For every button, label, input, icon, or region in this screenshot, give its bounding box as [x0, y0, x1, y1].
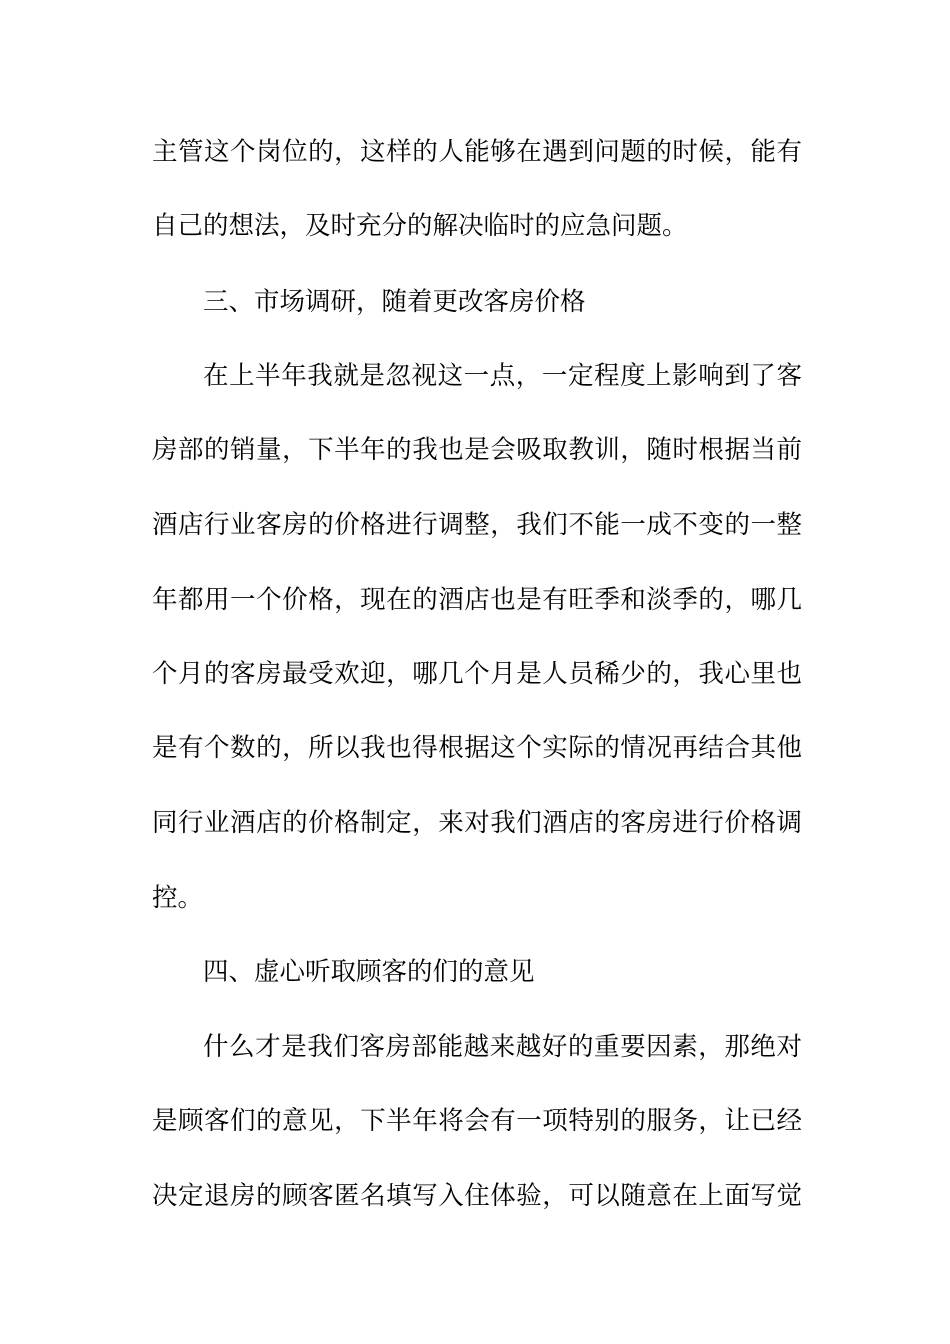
text-line: 主管这个岗位的，这样的人能够在遇到问题的时候，能有: [152, 137, 802, 167]
text-line: 自己的想法，及时充分的解决临时的应急问题。: [152, 211, 688, 241]
text-line: 酒店行业客房的价格进行调整，我们不能一成不变的一整: [152, 510, 802, 540]
text-line: 是顾客们的意见，下半年将会有一项特别的服务，让已经: [152, 1106, 802, 1136]
section-heading: 三、市场调研，随着更改客房价格: [203, 287, 586, 317]
text-line: 房部的销量，下半年的我也是会吸取教训，随时根据当前: [152, 435, 802, 465]
text-line: 个月的客房最受欢迎，哪几个月是人员稀少的，我心里也: [152, 659, 802, 689]
text-line: 在上半年我就是忽视这一点，一定程度上影响到了客: [203, 361, 802, 391]
text-line: 年都用一个价格，现在的酒店也是有旺季和淡季的，哪几: [152, 585, 802, 615]
text-line: 什么才是我们客房部能越来越好的重要因素，那绝对: [203, 1032, 802, 1062]
text-line: 同行业酒店的价格制定，来对我们酒店的客房进行价格调: [152, 808, 802, 838]
text-line: 控。: [152, 883, 204, 913]
text-line: 决定退房的顾客匿名填写入住体验，可以随意在上面写觉: [152, 1181, 802, 1211]
text-line: 是有个数的，所以我也得根据这个实际的情况再结合其他: [152, 733, 802, 763]
section-heading: 四、虚心听取顾客的们的意见: [203, 957, 535, 987]
